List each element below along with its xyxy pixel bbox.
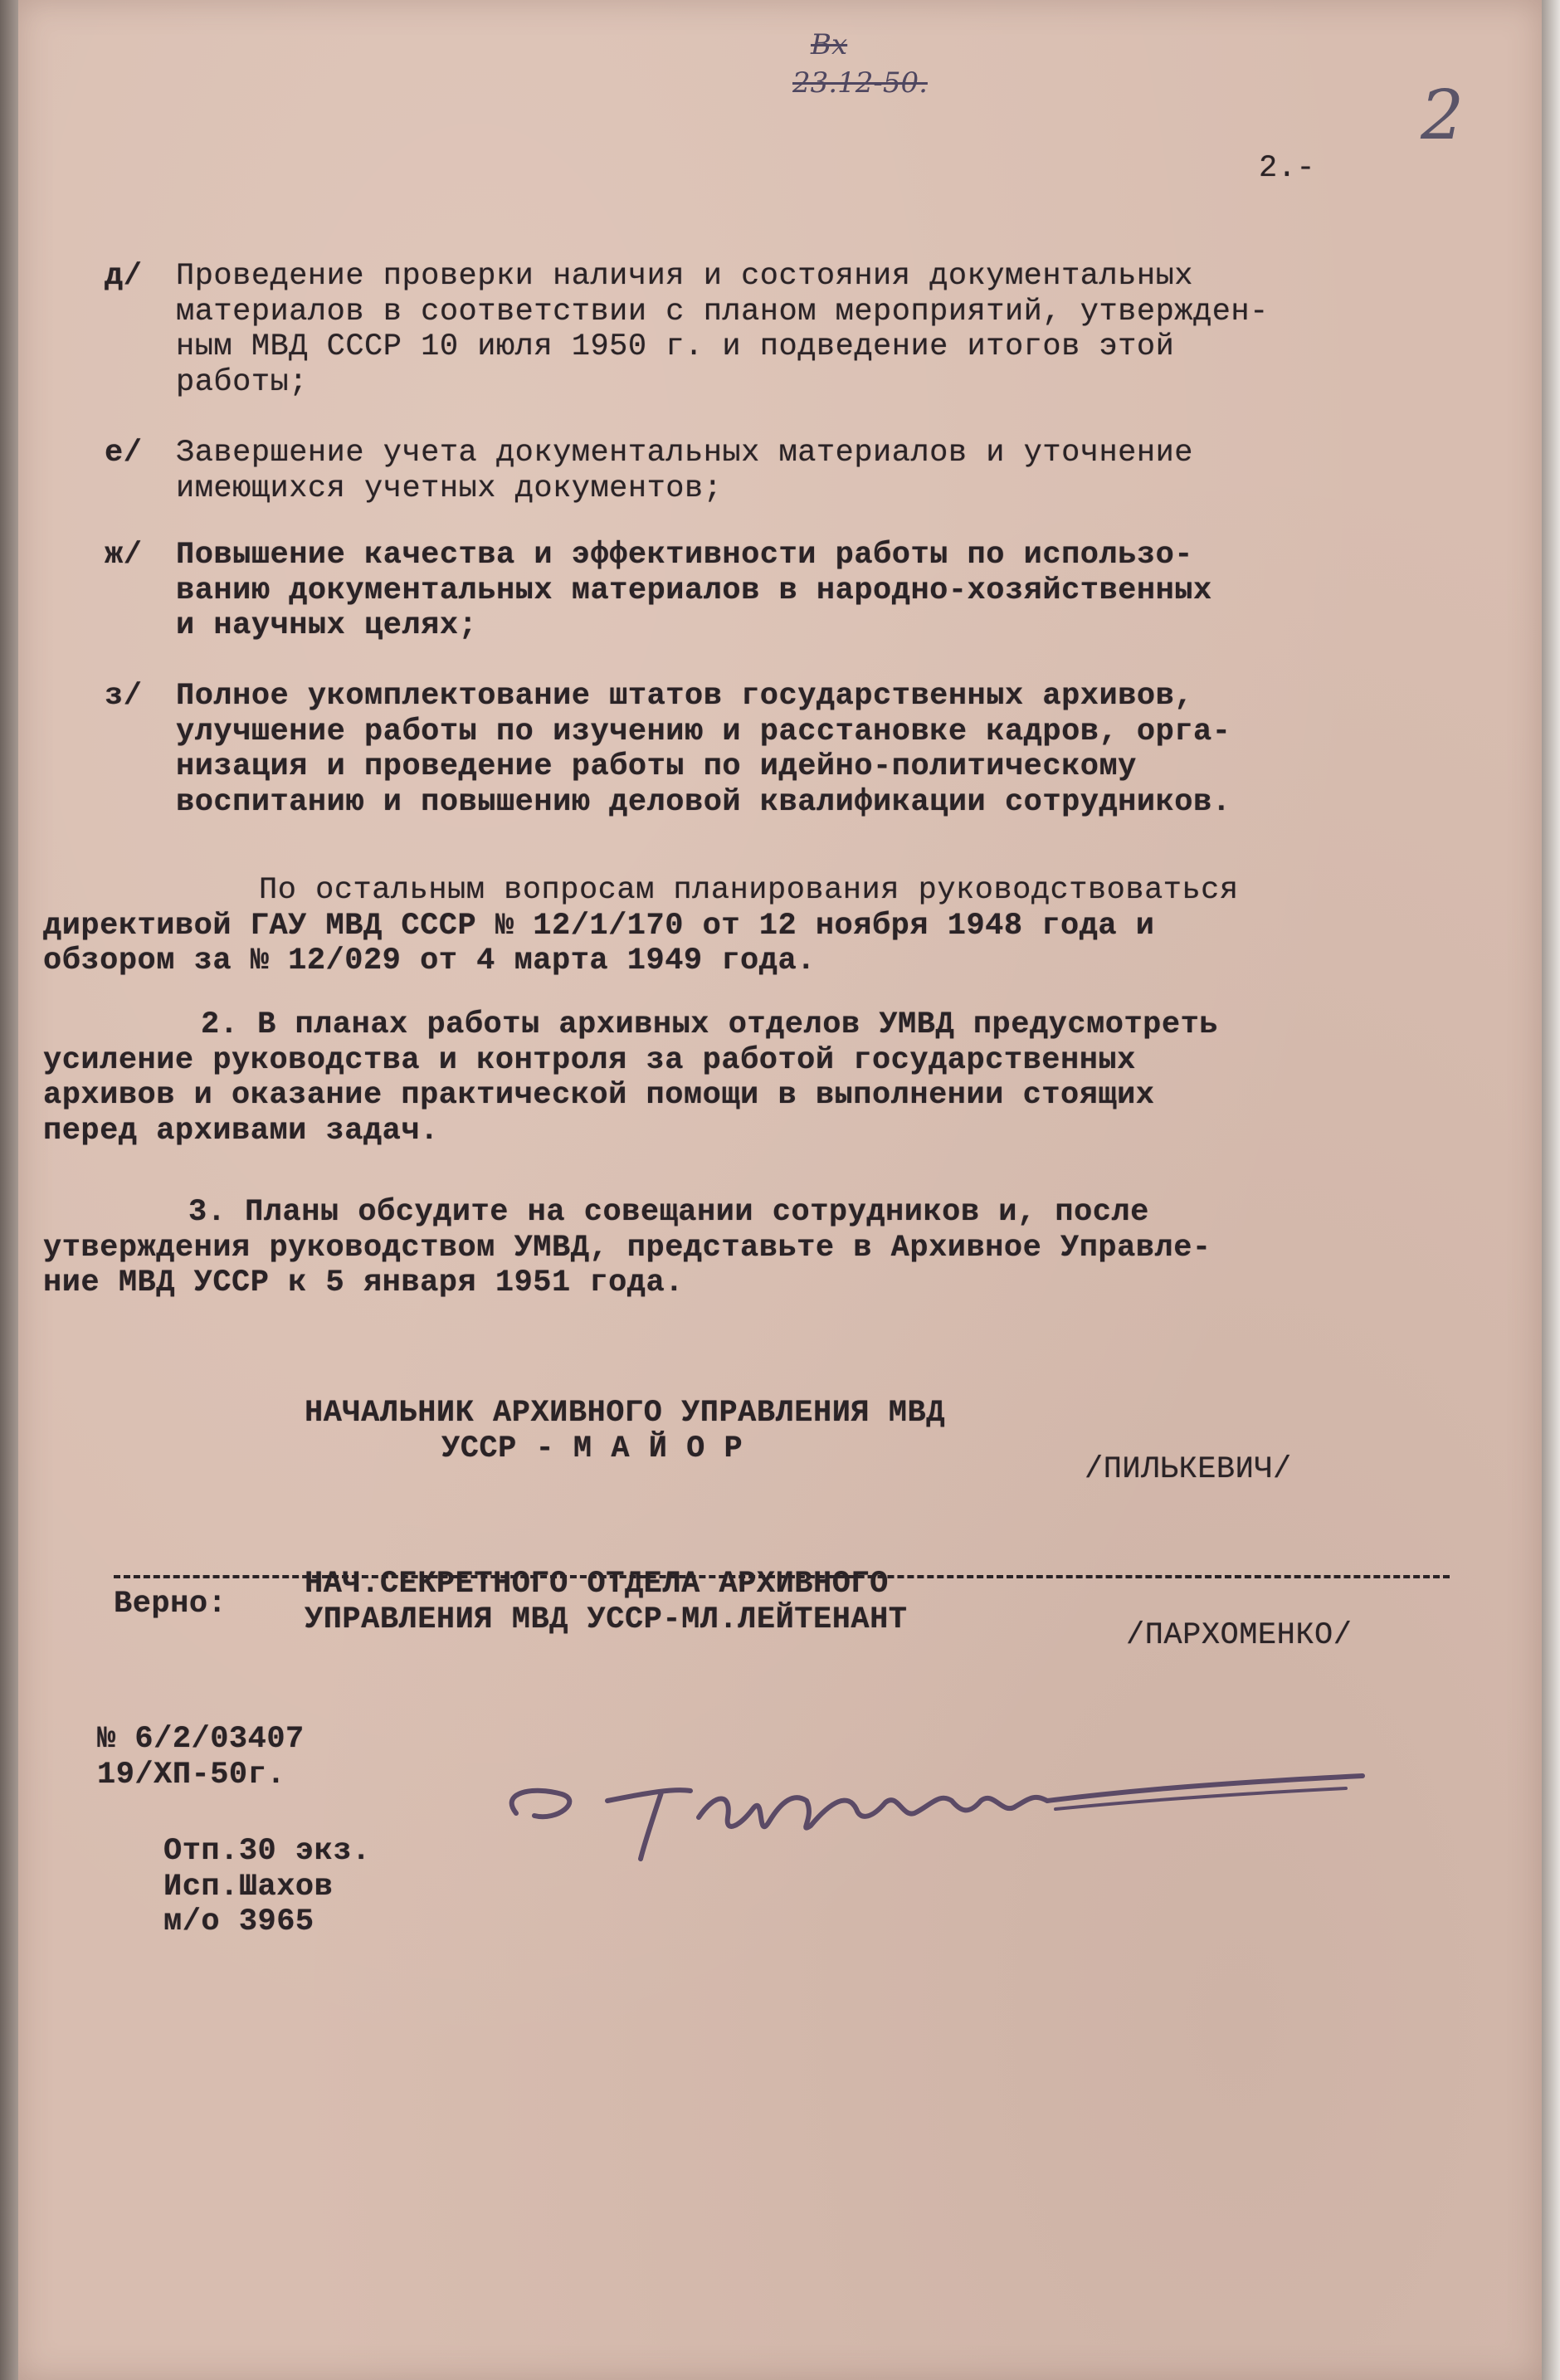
paragraph-directive — [43, 873, 1239, 979]
paragraph-line: обзором за № 12/029 от 4 марта 1949 года. — [43, 944, 816, 979]
archive-sheet-number: 2 — [1421, 76, 1465, 155]
certification-title — [305, 1567, 908, 1637]
item-letter: ж/ — [105, 538, 143, 573]
reference-number: № 6/2/03407 — [97, 1722, 305, 1757]
paragraph-line: усиление руководства и контроля за работой государственных — [43, 1042, 1136, 1078]
reference-block — [97, 1722, 305, 1792]
distribution-executor: Исп.Шахов — [163, 1869, 334, 1904]
item-line: Завершение учета документальных материалов и уточнение — [176, 436, 1193, 471]
registration-mark — [792, 28, 928, 100]
scan-edge-left — [0, 0, 18, 2380]
paragraph-line: директивой ГАУ МВД СССР № 12/1/170 от 12 ноября 1948 года и — [43, 908, 1155, 944]
paragraph-3 — [43, 1195, 1211, 1301]
item-line: работы; — [176, 364, 308, 400]
scan-edge-right — [1542, 0, 1560, 2380]
signatory-title-line: УССР - М А Й О Р — [441, 1431, 743, 1466]
item-line: и научных целях; — [176, 608, 478, 644]
signatory-name: /ПИЛЬКЕВИЧ/ — [1085, 1452, 1292, 1487]
document-page — [18, 0, 1542, 2380]
item-line: ванию документальных материалов в народно-хозяйственных — [176, 573, 1212, 608]
handwritten-signature — [483, 1743, 1387, 1867]
list-item — [176, 538, 1212, 644]
list-item — [176, 679, 1231, 820]
reference-date: 19/ХП-50г. — [97, 1757, 286, 1792]
paragraph-line: утверждения руководством УМВД, представьте в Архивное Управле- — [43, 1230, 1211, 1266]
registration-date: 23.12-50. — [792, 66, 928, 100]
certification-title-line: УПРАВЛЕНИЯ МВД УССР-МЛ.ЛЕЙТЕНАНТ — [305, 1602, 908, 1637]
item-line: материалов в соответствии с планом мероприятий, утвержден- — [176, 294, 1269, 329]
item-line: Повышение качества и эффективности работы по использо- — [176, 538, 1193, 573]
item-letter: д/ — [105, 259, 143, 294]
paragraph-line: ние МВД УССР к 5 января 1951 года. — [43, 1266, 684, 1301]
item-letter: е/ — [105, 436, 143, 471]
list-item — [176, 259, 1269, 400]
distribution-copies: Отп.30 экз. — [163, 1834, 371, 1869]
item-line: Проведение проверки наличия и состояния документальных — [176, 259, 1193, 294]
distribution-typist: м/о 3965 — [163, 1904, 314, 1940]
list-item — [176, 436, 1193, 506]
paragraph-line: перед архивами задач. — [43, 1113, 439, 1149]
item-line: улучшение работы по изучению и расстановке кадров, орга- — [176, 714, 1231, 749]
distribution-block — [163, 1834, 371, 1940]
paragraph-line: 3. Планы обсудите на совещании сотрудников и, после — [188, 1195, 1149, 1230]
item-line: ным МВД СССР 10 июля 1950 г. и подведение итогов этой — [176, 329, 1175, 365]
certification-label: Верно: — [114, 1587, 227, 1622]
item-letter: з/ — [105, 679, 143, 714]
certification-title-line: НАЧ.СЕКРЕТНОГО ОТДЕЛА АРХИВНОГО — [305, 1567, 889, 1602]
paragraph-line: архивов и оказание практической помощи в выполнении стоящих — [43, 1078, 1155, 1114]
item-line: Полное укомплектование штатов государственных архивов, — [176, 679, 1193, 714]
item-line: низация и проведение работы по идейно-политическому — [176, 749, 1137, 785]
paragraph-2 — [43, 1007, 1218, 1149]
signatory-title — [305, 1396, 945, 1466]
registration-initials: Вх — [811, 28, 848, 61]
paragraph-line: 2. В планах работы архивных отделов УМВД предусмотреть — [201, 1007, 1218, 1042]
item-line: воспитанию и повышению деловой квалификации сотрудников. — [176, 784, 1231, 820]
paragraph-line: По остальным вопросам планирования руководствоваться — [259, 873, 1239, 908]
page-number: 2.- — [1259, 151, 1316, 186]
certification-name: /ПАРХОМЕНКО/ — [1126, 1618, 1353, 1653]
item-line: имеющихся учетных документов; — [176, 471, 723, 506]
signatory-title-line: НАЧАЛЬНИК АРХИВНОГО УПРАВЛЕНИЯ МВД — [305, 1396, 945, 1431]
